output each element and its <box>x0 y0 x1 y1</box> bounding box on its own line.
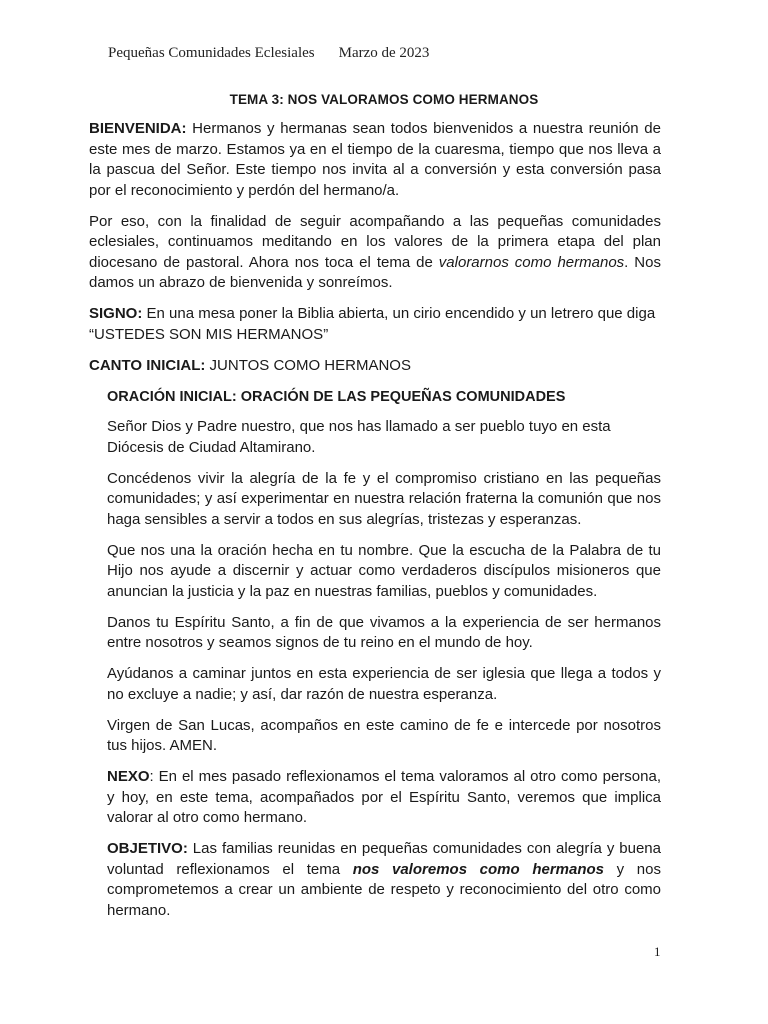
oracion-paragraph: Que nos una la oración hecha en tu nombre. Que la escucha de la Palabra de tu Hijo nos ayude a discernir y actuar como verdaderos discípulos misioneros que anuncian la justicia y la paz en nuestras familias, pueblos y comunidades. <box>107 541 661 600</box>
signo-text: En una mesa poner la Biblia abierta, un cirio encendido y un letrero que diga “USTEDES SON MIS HERMANOS” <box>89 305 656 343</box>
header-organization: Pequeñas Comunidades Eclesiales <box>108 45 315 61</box>
bienvenida-text: Hermanos y hermanas sean todos bienvenidos a nuestra reunión de este mes de marzo. Estamos ya en el tiempo de la cuaresma, tiempo que nos lleva a la pascua del Señor. Este tiempo nos invita al a conversión y esta conversión pasa por el reconocimiento y perdón del hermano/a. <box>89 120 661 199</box>
intro-text-after: . Nos damos un abrazo de bienvenida y sonreímos. <box>89 253 661 291</box>
objetivo-text-after: y nos comprometemos a crear un ambiente de respeto y reconocimiento del otro como hermano. <box>107 860 661 919</box>
header-date: Marzo de 2023 <box>338 45 430 61</box>
nexo-paragraph <box>107 767 661 829</box>
oracion-paragraph: Señor Dios y Padre nuestro, que nos has llamado a ser pueblo tuyo en esta Diócesis de Ciudad Altamirano. <box>107 418 611 456</box>
intro-paragraph <box>89 212 661 294</box>
oracion-paragraph: Concédenos vivir la alegría de la fe y el compromiso cristiano en las pequeñas comunidades; y así experimentar en nuestra relación fraterna la comunión que nos haga sensibles a servir a todos en sus alegrías, tristezas y esperanzas. <box>107 469 661 528</box>
oracion-paragraph: Danos tu Espíritu Santo, a fin de que vivamos a la experiencia de ser hermanos entre nosotros y seamos signos de tu reino en el mundo de hoy. <box>107 613 661 651</box>
page-number: 1 <box>654 944 661 959</box>
canto-paragraph <box>89 356 661 377</box>
intro-text-before: Por eso, con la finalidad de seguir acompañando a las pequeñas comunidades eclesiales, continuamos meditando en los valores de la primera etapa del plan diocesano de pastoral. Ahora nos toca el tema de <box>89 212 661 271</box>
canto-text: JUNTOS COMO HERMANOS <box>205 356 411 374</box>
nexo-label: NEXO <box>107 768 150 785</box>
objetivo-text-before: Las familias reunidas en pequeñas comunidades con alegría y buena voluntad reflexionamos el tema <box>107 840 661 878</box>
document-body <box>89 119 661 932</box>
document-title: TEMA 3: NOS VALORAMOS COMO HERMANOS <box>229 92 539 107</box>
objetivo-paragraph <box>107 839 661 921</box>
signo-paragraph <box>89 304 661 345</box>
objetivo-emphasis: nos valoremos como hermanos <box>352 860 605 878</box>
oracion-section <box>89 387 661 922</box>
intro-emphasis: valorarnos como hermanos <box>438 253 625 271</box>
oracion-paragraph: Ayúdanos a caminar juntos en esta experiencia de ser iglesia que llega a todos y no excluye a nadie; y así, dar razón de nuestra esperanza. <box>107 665 661 703</box>
bienvenida-paragraph <box>89 119 661 201</box>
objetivo-label: OBJETIVO: <box>107 840 188 857</box>
bienvenida-label: BIENVENIDA: <box>89 120 187 137</box>
oracion-heading: ORACIÓN INICIAL: ORACIÓN DE LAS PEQUEÑAS COMUNIDADES <box>107 388 566 405</box>
oracion-paragraph: Virgen de San Lucas, acompaños en este camino de fe e intercede por nosotros tus hijos. AMEN. <box>107 716 661 754</box>
signo-label: SIGNO: <box>89 305 143 322</box>
page-header <box>108 45 429 62</box>
nexo-text: : En el mes pasado reflexionamos el tema valoramos al otro como persona, y hoy, en este tema, acompañados por el Espíritu Santo, veremos que implica valorar al otro como hermano. <box>107 768 661 826</box>
canto-label: CANTO INICIAL: <box>89 356 206 374</box>
